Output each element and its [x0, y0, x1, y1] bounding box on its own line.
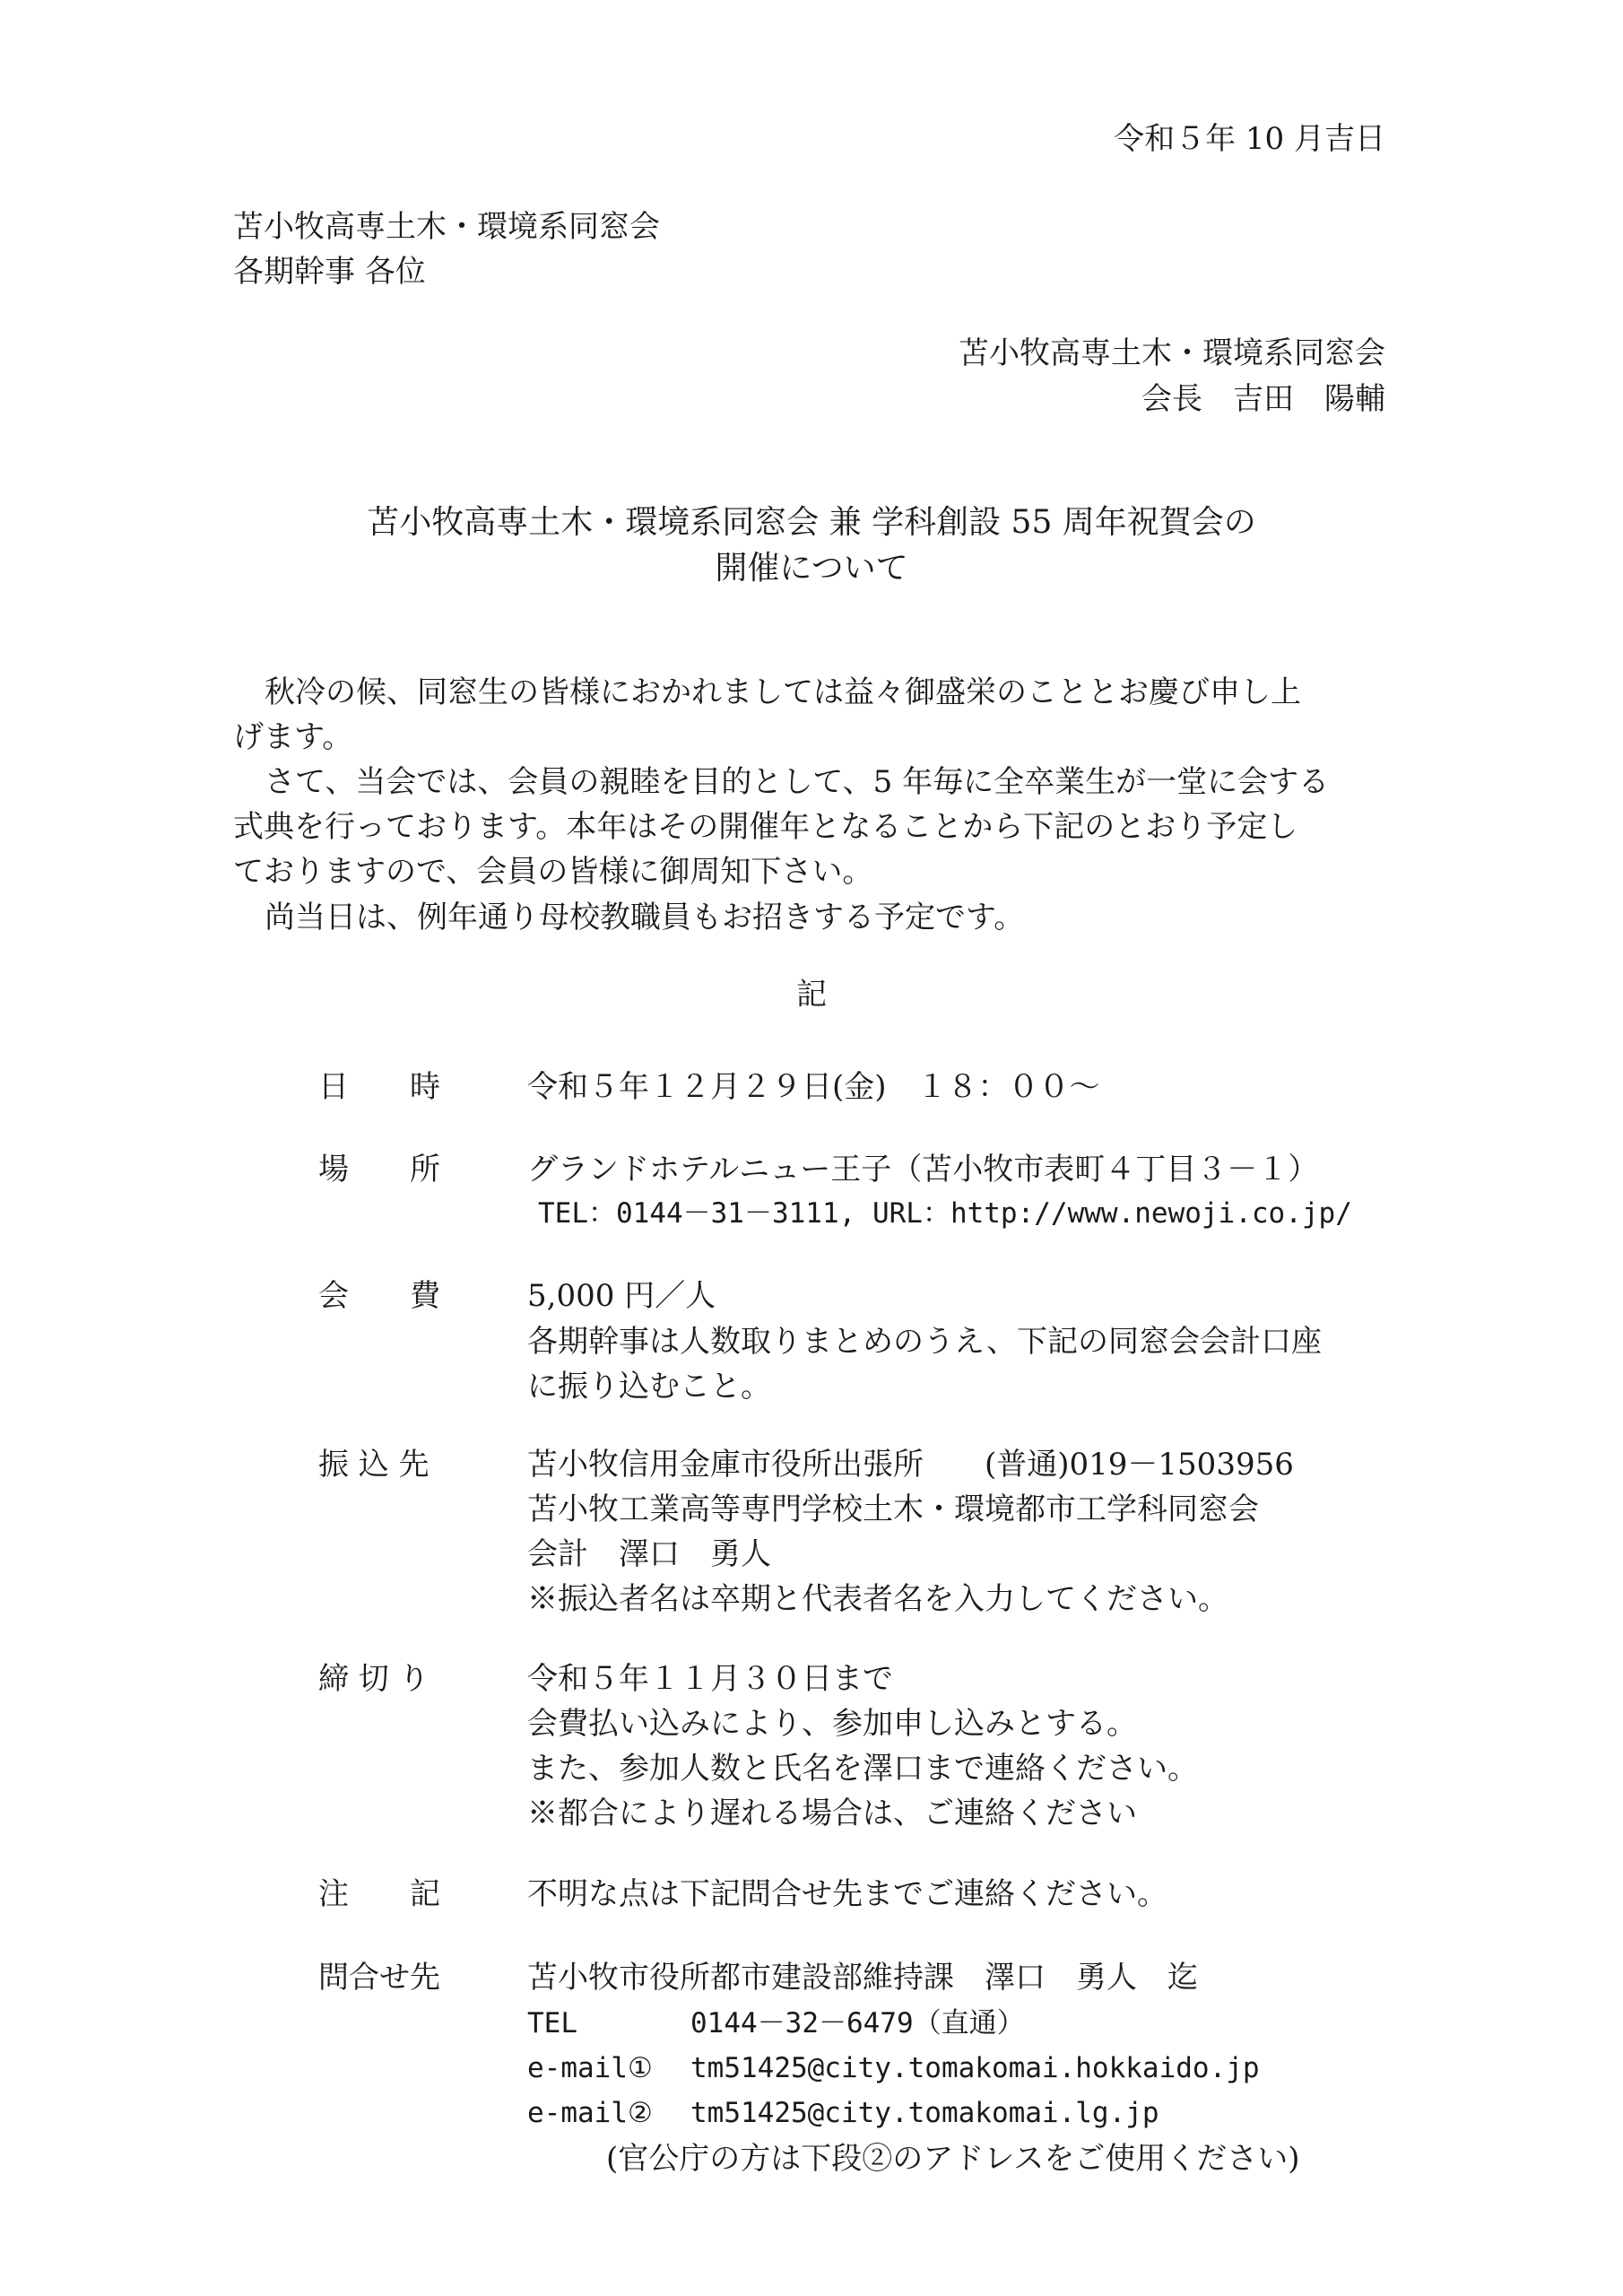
ki-heading: 記	[796, 977, 827, 1013]
inquiry-department: 苫小牧市役所都市建設部維持課 澤口 勇人 迄	[527, 1960, 1198, 1996]
deadline-note-line3: ※都合により遅れる場合は、ご連絡ください	[527, 1796, 1137, 1831]
purpose-line2: 式典を行っております。本年はその開催年となることから下記のとおり予定し	[233, 809, 1298, 845]
fee-note-line1: 各期幹事は人数取りまとめのうえ、下記の同窓会会計口座	[527, 1324, 1323, 1360]
deadline-value: 令和５年１１月３０日まで	[527, 1661, 893, 1697]
fee-note-line2: に振り込むこと。	[527, 1369, 771, 1405]
transfer-note: ※振込者名は卒期と代表者名を入力してください。	[527, 1581, 1228, 1617]
document-date: 令和５年 10 月吉日	[1114, 121, 1385, 157]
place-value: グランドホテルニュー王子（苫小牧市表町４丁目３－１）	[527, 1152, 1319, 1187]
remarks-value: 不明な点は下記問合せ先までご連絡ください。	[527, 1876, 1167, 1912]
inquiry-email2-label: e-mail②	[527, 2097, 653, 2129]
staff-invitation-line: 尚当日は、例年通り母校教職員もお招きする予定です。	[265, 900, 1025, 935]
place-contact: TEL：0144－31－3111, URL：http://www.newoji.co.jp/	[538, 1197, 1352, 1230]
document-title-line1: 苫小牧高専土木・環境系同窓会 兼 学科創設 55 周年祝賀会の	[367, 504, 1256, 541]
transfer-treasurer: 会計 澤口 勇人	[527, 1536, 771, 1572]
transfer-label: 振 込 先	[318, 1447, 430, 1483]
greeting-line2: げます。	[233, 719, 353, 755]
recipient-addressee: 各期幹事 各位	[233, 254, 426, 290]
inquiry-label: 問合せ先	[318, 1960, 440, 1996]
inquiry-email1-link[interactable]: tm51425@city.tomakomai.hokkaido.jp	[690, 2052, 1260, 2084]
remarks-label: 注 記	[318, 1876, 440, 1912]
deadline-label: 締 切 り	[318, 1661, 430, 1697]
inquiry-email2-link[interactable]: tm51425@city.tomakomai.lg.jp	[690, 2097, 1159, 2129]
datetime-label: 日 時	[318, 1069, 440, 1105]
inquiry-tel: 0144－32－6479（直通）	[690, 2007, 1025, 2039]
inquiry-email1-label: e-mail①	[527, 2052, 653, 2084]
greeting-line1: 秋冷の候、同窓生の皆様におかれましては益々御盛栄のこととお慶び申し上	[265, 674, 1301, 710]
datetime-value: 令和５年１２月２９日(金) １８：００～	[527, 1069, 1100, 1105]
inquiry-tel-label: TEL	[527, 2007, 577, 2039]
purpose-line3: ておりますので、会員の皆様に御周知下さい。	[233, 854, 873, 890]
document-title-line2: 開催について	[715, 550, 908, 587]
fee-value: 5,000 円／人	[527, 1278, 716, 1314]
transfer-bank: 苫小牧信用金庫市役所出張所 (普通)019－1503956	[527, 1447, 1294, 1483]
deadline-note-line1: 会費払い込みにより、参加申し込みとする。	[527, 1706, 1137, 1742]
sender-name: 会長 吉田 陽輔	[1141, 381, 1385, 417]
place-label: 場 所	[318, 1152, 440, 1187]
purpose-line1: さて、当会では、会員の親睦を目的として、5 年毎に全卒業生が一堂に会する	[265, 764, 1330, 800]
inquiry-note: (官公庁の方は下段②のアドレスをご使用ください)	[606, 2141, 1300, 2177]
fee-label: 会 費	[318, 1278, 440, 1314]
recipient-organization: 苫小牧高専土木・環境系同窓会	[233, 209, 660, 245]
transfer-account-name: 苫小牧工業高等専門学校土木・環境都市工学科同窓会	[527, 1492, 1259, 1527]
deadline-note-line2: また、参加人数と氏名を澤口まで連絡ください。	[527, 1751, 1198, 1787]
sender-organization: 苫小牧高専土木・環境系同窓会	[959, 335, 1385, 371]
